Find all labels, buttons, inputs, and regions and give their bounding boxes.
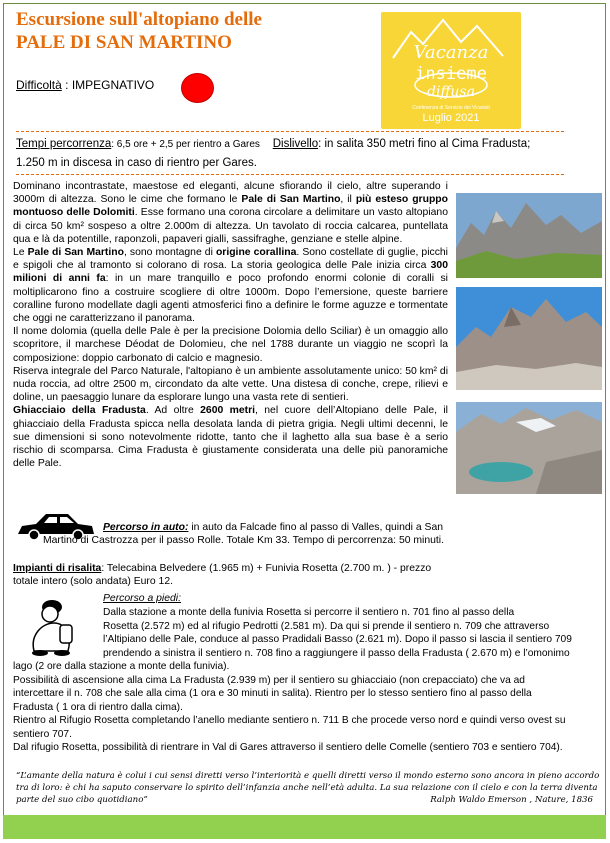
title-line-2: PALE DI SAN MARTINO — [16, 32, 232, 53]
mountain-photo-2 — [456, 287, 602, 390]
p5-d: , nel cuore dell’Altopiano delle Pale, il ghiacciaio della Fradusta spicca nella desolata landa di pietra grigia. Negli ultimi decenni, le sue dimensioni si sono notevolmente ridotte, tanto che il laghetto alla sua base è a serio rischio di scomparsa. Cima Fradusta è giustamente considerata una delle più panoramiche delle Pale. — [13, 405, 448, 470]
p1-d: più esteso gruppo montuoso delle Dolomiti — [13, 194, 448, 219]
walk-line-5: lago (2 ore dalla stazione a monte della funivia). — [13, 661, 230, 672]
walk-line-9: Rientro al Rifugio Rosetta completando l’anello mediante sentiero n. 711 B che procede verso nord e quindi verso ovest su — [13, 715, 566, 726]
elevation-value: : in salita 350 metri fino al Cima Fradusta; — [318, 138, 531, 150]
divider-top — [16, 131, 564, 132]
car-route-text: in auto da Falcade fino al passo di Valles, quindi a San Martino di Castrozza per il passo Rolle. Totale Km 33. Tempo di percorrenza: 50 minuti. — [43, 522, 444, 547]
p2-b: Pale di San Martino — [27, 247, 124, 259]
times-value: : 6,5 ore + 2,5 per rientro a Gares — [111, 139, 260, 150]
difficulty — [16, 78, 154, 92]
walk-line-10: sentiero 707. — [13, 728, 72, 740]
p5-b: . Ad oltre — [145, 405, 201, 417]
p2-d: origine corallina — [215, 247, 297, 259]
mountain-photo-1 — [456, 193, 602, 278]
difficulty-value: IMPEGNATIVO — [71, 78, 155, 92]
walking-route-text — [13, 606, 603, 755]
car-route — [43, 521, 453, 547]
vacanza-insieme-logo — [381, 12, 521, 129]
p2-c: , sono montagne di — [123, 247, 216, 259]
quote-text: “L’amante della natura è colui i cui sensi diretti verso l’interiorità e quelli diretti verso il mondo esterno sono ancora in pieno accordo tra di loro: è chi ha saputo conservare lo spirito dell’infanzia anche nell’età adulta. La sua relazione con il cielo e con la terra diventa parte del suo cibo quotidiano” — [16, 771, 600, 805]
walk-line-4: prendendo a sinistra il sentiero n. 708 fino a raggiungere il passo della Fradusta ( 2.670 m) e l’omonimo — [103, 647, 570, 659]
times-section — [16, 135, 576, 173]
walk-line-8: Fradusta ( 1 ora di rientro dalla cima). — [13, 701, 183, 713]
lifts-heading: Impianti di risalita — [13, 563, 102, 574]
footer-bar — [3, 815, 606, 839]
lifts-text: : Telecabina Belvedere (1.965 m) + Funivia Rosetta (2.700 m. ) - prezzo totale intero (solo andata) Euro 12. — [13, 563, 432, 588]
difficulty-indicator-dot — [181, 73, 214, 103]
walk-line-3: l’Altipiano delle Pale, conduce al passo Pradidali Basso (2.621 m). Dopo il passo si lascia il sentiero 709 — [103, 634, 572, 645]
emerson-quote — [16, 770, 601, 806]
paragraph-1 — [13, 180, 448, 246]
p2-f: 300 milioni di anni fa — [13, 260, 448, 285]
p1-e: . Esse formano una corona circolare a delimitare un vasto altopiano di circa 50 km² sospeso a oltre 2.000m di altezza. Un tavolato di roccia calcarea, puntellata qua e là da potentille, raponzoli, papaveri gialli, sassifraghe, genziane e stelle alpine. — [13, 207, 448, 245]
paragraph-3: Il nome dolomia (quella delle Pale è per la precisione Dolomia dello Sciliar) è un omaggio allo scopritore, il marchese Déodat de Dolomieu, che nel 1788 durante un viaggio ne scoprì la composizione: doppio carbonato di calcio e magnesio. — [13, 326, 448, 364]
difficulty-sep: : — [61, 78, 72, 92]
p2-e: . Sono costellate di guglie, picchi e spigoli che al tramonto si colorano di rosa. La storia geologica delle Pale inizia circa — [13, 247, 448, 272]
p1-a: Dominano incontrastate, maestose ed eleganti, alcune sfiorando il cielo, altre superando i 3000m di altezza. Sono le cime che formano le — [13, 181, 448, 206]
logo-line-2: insieme — [415, 64, 487, 84]
walk-line-11: Dal rifugio Rosetta, possibilità di rientrare in Val di Gares attraverso il sentiero delle Comelle (sentiero 703 e sentiero 704). — [13, 742, 563, 753]
lifts-info — [13, 562, 453, 588]
elevation-label: Dislivello — [272, 138, 319, 150]
p2-a: Le — [13, 247, 28, 259]
p5-c: 2600 metri — [200, 405, 256, 417]
car-route-heading: Percorso in auto: — [103, 522, 189, 533]
walking-route-heading: Percorso a piedi: — [103, 593, 181, 604]
description-text — [13, 180, 448, 470]
p2-g: : in un mare tranquillo e poco profondo enormi colonie di coralli si moltiplicarono fino a costruire scogliere di oltre 1000m. Dopo l’emersione, queste barriere coralline furono modellate dagli agenti atmosferici fino a definire le forme aguzze e tormentate che oggi ne caratterizzano il panorama. — [13, 273, 448, 325]
logo-line-1: Vacanza — [413, 42, 489, 63]
p1-c: , il — [340, 194, 356, 206]
p5-a: Ghiacciaio della Fradusta — [13, 405, 146, 417]
logo-date: Luglio 2021 — [422, 112, 480, 124]
page-title — [16, 8, 262, 54]
difficulty-label: Difficoltà — [16, 78, 62, 92]
p1-b: Pale di San Martino — [241, 194, 341, 206]
walk-line-7: intercettare il n. 708 che sale alla cima (1 ora e 30 minuti in salita). Rientro per lo stesso sentiero fino al passo della — [13, 688, 532, 699]
glacier-lake-photo — [456, 402, 602, 494]
paragraph-5 — [13, 404, 448, 470]
walk-line-1: Dalla stazione a monte della funivia Rosetta si percorre il sentiero n. 701 fino al passo della — [103, 607, 515, 618]
walk-line-2: Rosetta (2.572 m) ed al rifugio Pedrotti (2.581 m). Da qui si prende il sentiero n. 709 che attraverso — [103, 620, 550, 632]
quote-author: Ralph Waldo Emerson , Nature, 1836 — [430, 795, 593, 805]
logo-line-3: diffusa — [427, 84, 475, 100]
elevation-line-2: 1.250 m in discesa in caso di rientro per Gares. — [16, 157, 257, 169]
paragraph-4: Riserva integrale del Parco Naturale, l'altopiano è un ambiente assolutamente unico: 50 km² di nuda roccia, ad oltre 2500 m, circondato da alte vette. Una distesa di conche, crepe, rilievi e doline, un paesaggio lunare da esplorare lungo una vasta rete di sentieri. — [13, 365, 448, 404]
paragraph-2 — [13, 246, 448, 325]
logo-line-4: Conferenza di Servizio dei Vicariati — [412, 105, 490, 111]
times-label: Tempi percorrenza — [16, 138, 112, 150]
title-line-1: Escursione sull'altopiano delle — [16, 9, 262, 30]
walk-line-6: Possibilità di ascensione alla cima La Fradusta (2.939 m) per il sentiero su ghiacciaio (non crepacciato) che va ad — [13, 674, 525, 686]
divider-mid — [16, 174, 564, 175]
